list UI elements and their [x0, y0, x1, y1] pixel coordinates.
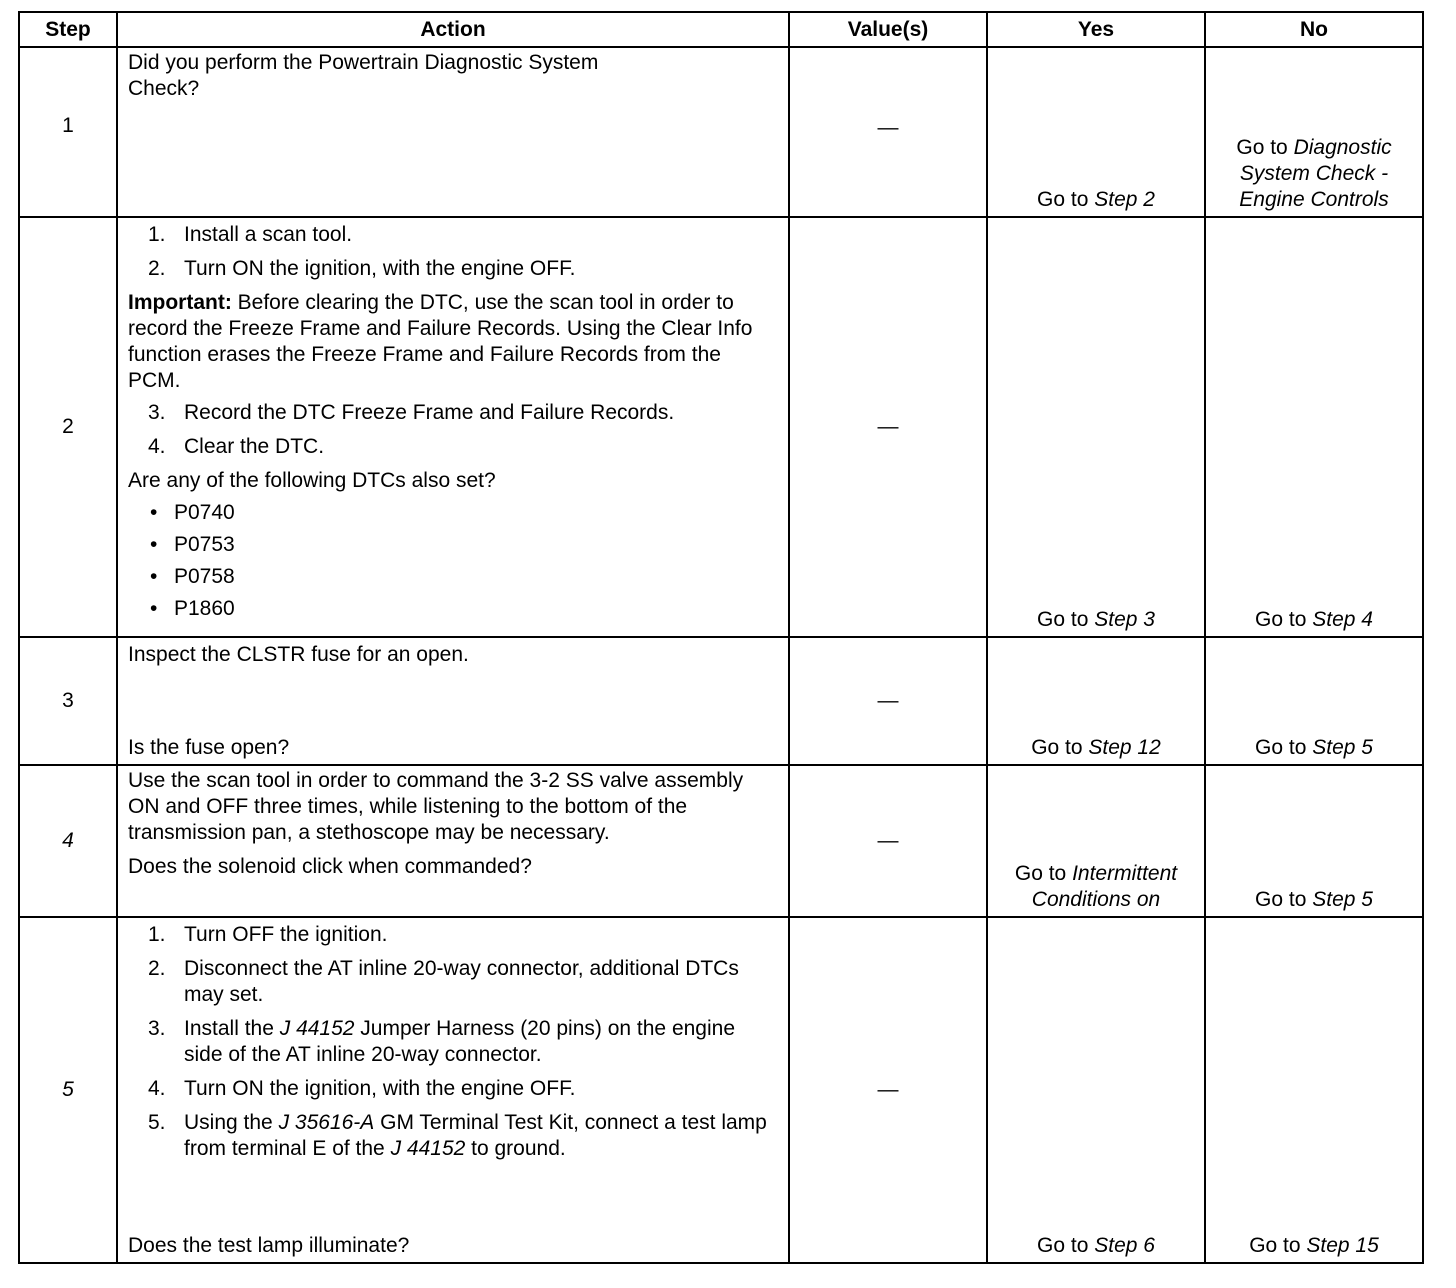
important-label: Important:	[128, 291, 232, 314]
no-step-link[interactable]: Step 4	[1312, 608, 1373, 631]
step-number	[19, 217, 117, 637]
header-yes: Yes	[987, 12, 1205, 47]
yes-cell	[987, 765, 1205, 917]
yes-cell	[987, 637, 1205, 765]
list-item	[128, 1016, 778, 1068]
yes-outcome	[988, 735, 1204, 761]
table-row-step-5	[19, 917, 1423, 1263]
list-number: 5.	[148, 1111, 166, 1134]
no-outcome	[1206, 607, 1422, 633]
no-prefix: Go to	[1255, 888, 1313, 911]
yes-cell	[987, 47, 1205, 217]
no-prefix: Go to	[1236, 136, 1294, 159]
list-number: 2.	[148, 257, 166, 280]
dtc-item: • P1860	[128, 596, 778, 622]
question-text: Is the fuse open?	[128, 736, 290, 759]
yes-step-link[interactable]: Step 6	[1094, 1234, 1155, 1257]
value-dash: —	[877, 1078, 899, 1101]
list-number: 1.	[148, 923, 166, 946]
list-item	[128, 1076, 778, 1102]
important-note	[128, 290, 778, 394]
list-item	[128, 400, 778, 426]
list-number: 4.	[148, 435, 166, 458]
value-cell	[789, 765, 987, 917]
step-number-text: 3	[62, 689, 74, 712]
list-text: Clear the DTC.	[184, 435, 325, 458]
question-text: Does the test lamp illuminate?	[128, 1234, 410, 1257]
table-row-step-4	[19, 765, 1423, 917]
header-action: Action	[117, 12, 789, 47]
step-number	[19, 917, 117, 1263]
list-number: 3.	[148, 1017, 166, 1040]
step-number-text: 1	[62, 114, 74, 137]
tool-reference: J 44152	[279, 1017, 355, 1040]
yes-prefix: Go to	[1031, 736, 1089, 759]
table-row-step-3	[19, 637, 1423, 765]
no-prefix: Go to	[1255, 736, 1313, 759]
yes-cell	[987, 217, 1205, 637]
action-cell	[117, 217, 789, 637]
yes-step-link[interactable]: Step 3	[1094, 608, 1155, 631]
header-row	[19, 12, 1423, 47]
no-step-link[interactable]: Step 15	[1306, 1234, 1379, 1257]
list-item	[128, 1110, 778, 1162]
no-step-link[interactable]: Step 5	[1312, 736, 1373, 759]
header-step: Step	[19, 12, 117, 47]
yes-step-link[interactable]: Step 12	[1088, 736, 1161, 759]
table-row-step-2	[19, 217, 1423, 637]
value-dash: —	[877, 829, 899, 852]
list-text: Turn ON the ignition, with the engine OFF.	[184, 1077, 576, 1100]
action-text: Did you perform the Powertrain Diagnostic System Check?	[128, 51, 599, 100]
yes-cell	[987, 917, 1205, 1263]
value-cell	[789, 917, 987, 1263]
list-text: GM Terminal Test Kit, connect a test lamp from terminal E of the	[184, 1111, 767, 1160]
yes-outcome	[988, 607, 1204, 633]
diagnostic-table-document	[18, 11, 1424, 1264]
list-text: Jumper Harness (20 pins) on the engine side of the AT inline 20-way connector.	[184, 1017, 736, 1066]
header-no: No	[1205, 12, 1423, 47]
tool-reference: J 44152	[390, 1137, 466, 1160]
value-cell	[789, 217, 987, 637]
list-text: Install the	[184, 1017, 280, 1040]
action-cell	[117, 47, 789, 217]
value-cell	[789, 637, 987, 765]
list-text: Disconnect the AT inline 20-way connector, additional DTCs may set.	[184, 957, 739, 1006]
list-number: 3.	[148, 401, 166, 424]
list-item	[128, 434, 778, 460]
list-item	[128, 256, 778, 282]
no-outcome	[1206, 135, 1422, 213]
no-outcome	[1206, 887, 1422, 913]
list-text: Using the	[184, 1111, 279, 1134]
yes-outcome	[988, 1233, 1204, 1259]
step-number	[19, 47, 117, 217]
value-cell	[789, 47, 987, 217]
no-cell	[1205, 637, 1423, 765]
step-number	[19, 765, 117, 917]
value-dash: —	[877, 415, 899, 438]
yes-step-link[interactable]: Step 2	[1094, 188, 1155, 211]
no-outcome	[1206, 1233, 1422, 1259]
list-text: to ground.	[465, 1137, 566, 1160]
no-cell	[1205, 917, 1423, 1263]
list-item	[128, 222, 778, 248]
yes-prefix: Go to	[1037, 188, 1095, 211]
list-item	[128, 922, 778, 948]
no-outcome	[1206, 735, 1422, 761]
step-number-text: 2	[62, 415, 74, 438]
dtc-item: • P0740	[128, 500, 778, 526]
yes-outcome	[988, 187, 1204, 213]
diagnostic-table	[18, 11, 1424, 1264]
action-cell	[117, 765, 789, 917]
question-text: Does the solenoid click when commanded?	[128, 855, 532, 878]
dtc-item: • P0753	[128, 532, 778, 558]
no-cell	[1205, 765, 1423, 917]
step-number-text: 5	[62, 1078, 74, 1101]
list-number: 4.	[148, 1077, 166, 1100]
question-text: Are any of the following DTCs also set?	[128, 469, 496, 492]
list-text: Install a scan tool.	[184, 223, 353, 246]
numbered-list	[128, 922, 778, 1162]
action-cell	[117, 637, 789, 765]
header-values: Value(s)	[789, 12, 987, 47]
list-text: Turn OFF the ignition.	[184, 923, 388, 946]
list-text: Turn ON the ignition, with the engine OFF.	[184, 257, 576, 280]
yes-prefix: Go to	[1037, 1234, 1095, 1257]
yes-prefix: Go to	[1014, 862, 1073, 885]
tool-reference: J 35616-A	[278, 1111, 375, 1134]
table-row-step-1	[19, 47, 1423, 217]
no-prefix: Go to	[1255, 608, 1313, 631]
important-text: Before clearing the DTC, use the scan tool in order to record the Freeze Frame and Failure Records. Using the Clear Info function erases the Freeze Frame and Failure Records from the PCM.	[128, 291, 753, 392]
numbered-list	[128, 400, 778, 460]
no-prefix: Go to	[1249, 1234, 1307, 1257]
no-step-link[interactable]: Step 5	[1312, 888, 1373, 911]
list-number: 2.	[148, 957, 166, 980]
list-number: 1.	[148, 223, 166, 246]
no-cell	[1205, 47, 1423, 217]
list-text: Record the DTC Freeze Frame and Failure Records.	[184, 401, 675, 424]
value-dash: —	[877, 116, 899, 139]
dtc-list	[128, 500, 778, 622]
action-text: Use the scan tool in order to command the 3-2 SS valve assembly ON and OFF three times, while listening to the bottom of the transmission pan, a stethoscope may be necessary.	[128, 769, 744, 844]
yes-prefix: Go to	[1037, 608, 1095, 631]
dtc-item: • P0758	[128, 564, 778, 590]
numbered-list	[128, 222, 778, 282]
step-number-text: 4	[62, 829, 74, 852]
list-item	[128, 956, 778, 1008]
step-number	[19, 637, 117, 765]
action-cell	[117, 917, 789, 1263]
no-step-link[interactable]: Diagnostic System Check - Engine Controls	[1239, 136, 1392, 211]
action-text: Inspect the CLSTR fuse for an open.	[128, 643, 469, 666]
value-dash: —	[877, 689, 899, 712]
yes-step-link[interactable]: Intermittent Conditions on	[1031, 862, 1178, 911]
yes-outcome	[988, 861, 1204, 913]
no-cell	[1205, 217, 1423, 637]
